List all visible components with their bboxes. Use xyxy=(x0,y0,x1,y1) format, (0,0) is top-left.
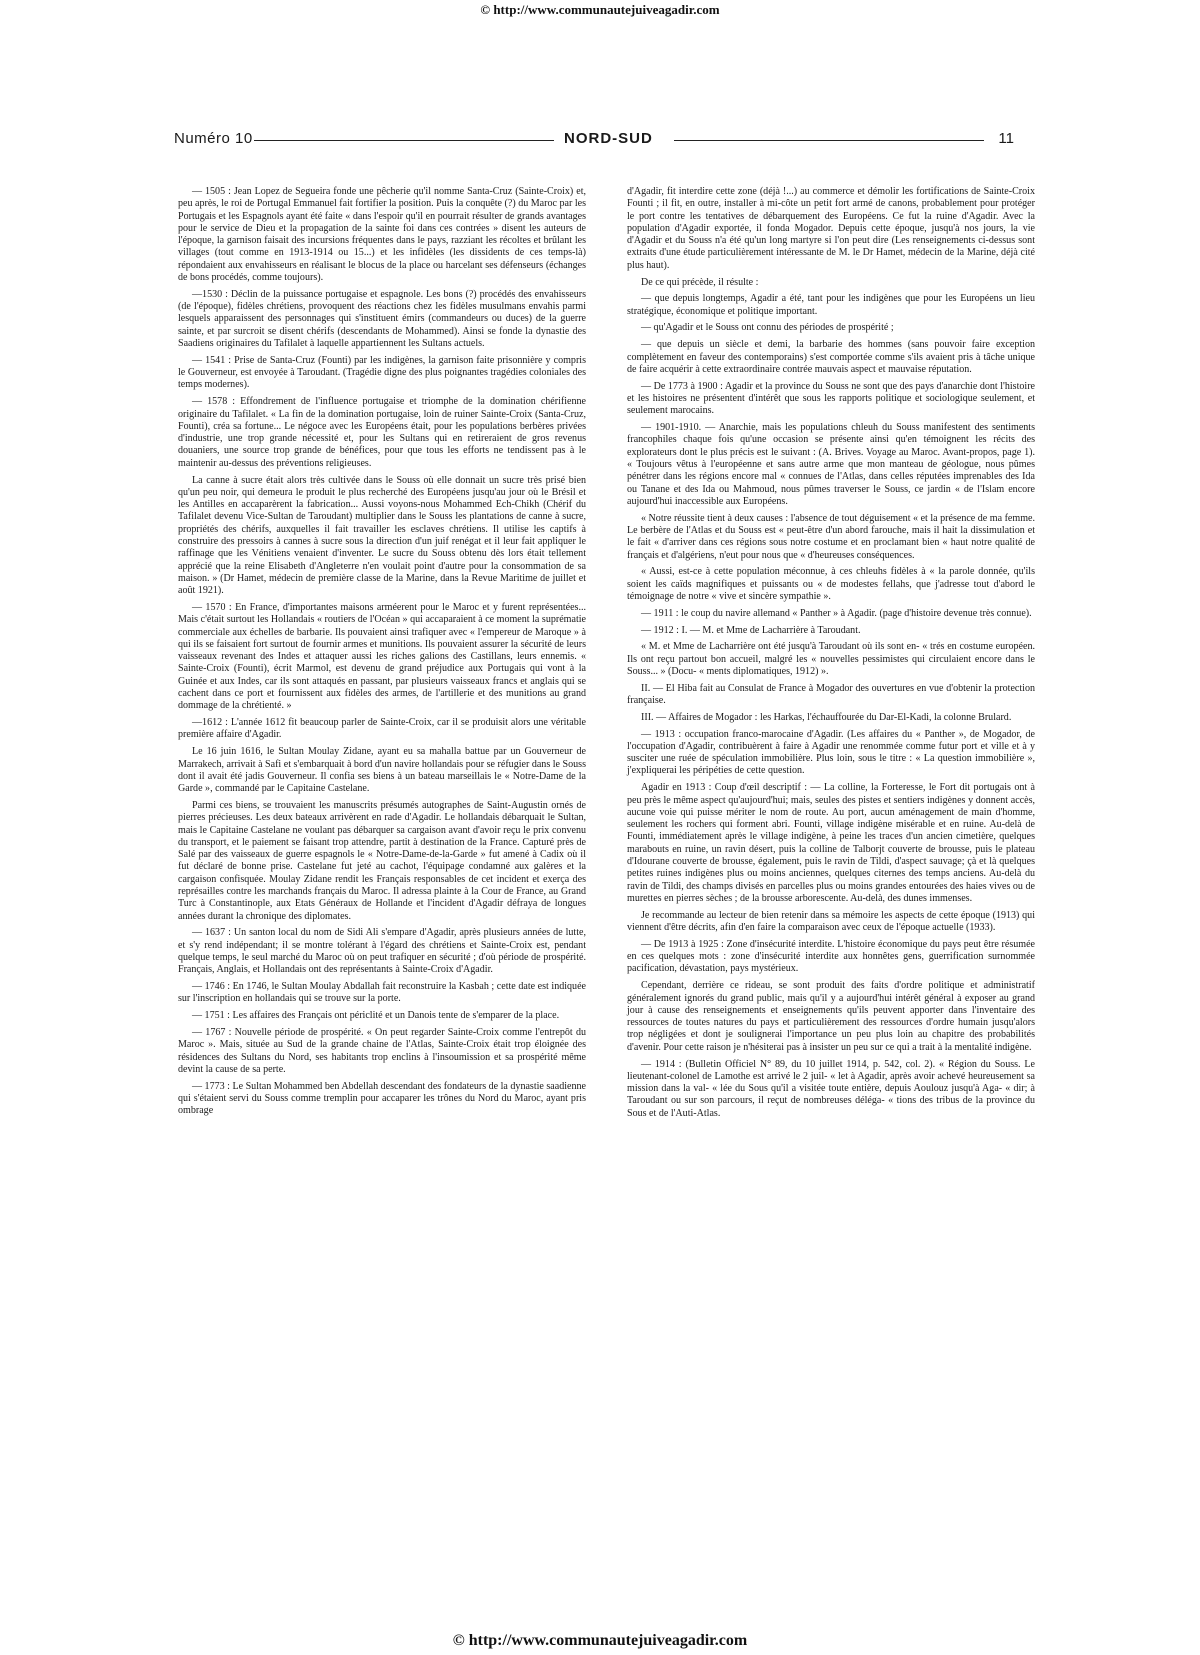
paragraph-manuscripts: Parmi ces biens, se trouvaient les manuscrits présumés autographes de Saint-Augustin ornés de pierres précieuses. Les deux bateaux arrivèrent en rade d'Agadir. Le hollandais débarquait le Sultan, mais le Capitaine Castelane ne voulant pas débarquer sa cargaison avant d'avoir reçu le prix convenu du transport, et le paiement se faisant trop attendre, partit à destination de la France. Capturé près de Salé par des vaisseaux de guerre espagnols le « Notre-Dame-de-la-Garde » fut amené à Cadix où il fut déclaré de bonne prise. Castelane fut jeté au cachot, l'équipage condamné aux galères et la cargaison confisquée. Moulay Zidane rendit les Français responsables de cet incident et exerça des représailles contre les marchands français du Maroc. Il adressa plainte à la Cour de France, au Grand Turc à Constantinople, aux Etats Généraux de Hollande et l'incident d'Agadir défraya de longues années durant la chronique des diplomates. xyxy=(178,799,586,922)
publication-title: NORD-SUD xyxy=(564,130,653,147)
paragraph-1746: — 1746 : En 1746, le Sultan Moulay Abdallah fait reconstruire la Kasbah ; cette date est indiquée sur l'inscription en hollandais qui se trouve sur la porte. xyxy=(178,981,586,1005)
paragraph-1913-1925: — De 1913 à 1925 : Zone d'insécurité interdite. L'histoire économique du pays peut être résumée en ces quelques mots : zone d'insécurité interdite aux honnêtes gens, guerrification surnommée pacification, dévastation, pays mystérieux. xyxy=(627,938,1035,975)
watermark-bottom: © http://www.communautejuiveagadir.com xyxy=(452,1632,748,1649)
paragraph-recommendation: Je recommande au lecteur de bien retenir dans sa mémoire les aspects de cette époque (1913) qui viennent d'être décrits, afin d'en faire la comparaison avec ceux de l'époque actuelle (1933). xyxy=(627,909,1035,934)
paragraph-1773-1900: — De 1773 à 1900 : Agadir et la province du Souss ne sont que des pays d'anarchie dont l'histoire et les histoires ne présentent d'intérêt que sous les rapports politique et sociologique seulement, et seulement marocains. xyxy=(627,380,1035,417)
paragraph-cependant: Cependant, derrière ce rideau, se sont produit des faits d'ordre politique et administratif généralement ignorés du grand public, mais qu'il y a aujourd'hui intérêt général à exposer au grand jour à cause des renseignements et enseignements qu'ils peuvent apporter dans l'inventaire des ressources de toutes natures du pays et particulièrement des ressources d'ordre humain jusqu'alors trop négligées et dont je soulignerai l'importance un peu plus loin au chapitre des probabilités d'avenir. Pour cette raison je n'hésiterai pas à insister un peu sur ce qui a trait à la mentalité indigène. xyxy=(627,980,1035,1053)
paragraph-1637: — 1637 : Un santon local du nom de Sidi Ali s'empare d'Agadir, après plusieurs années de lutte, et s'y rend indépendant; il se montre tolérant à l'égard des chrétiens et Sainte-Croix est, pendant quelque temps, le seul marché du Maroc où on peut trafiquer en sécurité ; d'où période de prospérité. Français, Anglais, et Hollandais ont des représentants à Sainte-Croix d'Agadir. xyxy=(178,927,586,976)
paragraph-1911: — 1911 : le coup du navire allemand « Panther » à Agadir. (page d'histoire devenue très connue). xyxy=(641,607,1032,619)
paragraph-conclusion-intro: De ce qui précède, il résulte : xyxy=(641,276,759,288)
paragraph-point-prosperity: — qu'Agadir et le Souss ont connu des périodes de prospérité ; xyxy=(641,322,894,334)
right-column xyxy=(627,186,1035,1124)
paragraph-1505: — 1505 : Jean Lopez de Segueira fonde une pêcherie qu'il nomme Santa-Cruz (Sainte-Croix) et, peu après, le roi de Portugal Emmanuel fait fortifier la position. Puis la conquête (?) du Maroc par les Portugais et les Espagnols ayant été faite « dans l'espoir qu'il en pourrait résulter de grands avantages pour le service de Dieu et la propagation de la sainte foi dans ces contrées » disent les auteurs de l'époque, la garnison faisait des incursions fréquentes dans le pays, razziant les récoltes et brûlant les villages (tout comme en 1913-1914 ou 15...) et les infidèles (les dissidents de ces temps-là) répondaient aux envahisseurs en réalisant le blocus de la place ou harcelant ses défenseurs (échanges de bons procédés, comme toujours). xyxy=(178,186,586,284)
paragraph-1767: — 1767 : Nouvelle période de prospérité. « On peut regarder Sainte-Croix comme l'entrepôt du Maroc ». Mais, située au Sud de la grande chaine de l'Atlas, Sainte-Croix était trop éloignée des résidences des Sultans du Nord, ses habitants trop enclins à l'insoumission et sa prospérité même devint la cause de sa perte. xyxy=(178,1027,586,1075)
running-header xyxy=(174,130,1014,152)
header-rule-left xyxy=(254,140,554,141)
paragraph-1773: — 1773 : Le Sultan Mohammed ben Abdellah descendant des fondateurs de la dynastie saadienne qui s'étaient servi du Souss comme tremplin pour accaparer les trônes du Nord du Maroc, ayant pris ombrage xyxy=(178,1080,586,1117)
paragraph-1578: — 1578 : Effondrement de l'influence portugaise et triomphe de la domination chérifienne originaire du Tafilalet. « La fin de la domination portugaise, loin de ruiner Sainte-Croix (Santa-Cruz, Founti), créa sa fortune... Le négoce avec les Européens était, pour les populations berbères privées d'industrie, une trop grande nécessité et, pour les Sultans qui en retireraient de gros revenus douaniers, une source trop grande de bénéfices, pour que tous les efforts ne tendissent pas à le maintenir au-dessus des préventions religieuses. xyxy=(178,396,586,469)
paragraph-1751: — 1751 : Les affaires des Français ont périclité et un Danois tente de s'emparer de la place. xyxy=(192,1010,560,1022)
paragraph-continuation: d'Agadir, fit interdire cette zone (déjà !...) au commerce et démolir les fortifications de Sainte-Croix Founti ; il fit, en outre, installer à mi-côte un petit fort armé de canons, probablement pour protéger le port contre les tentatives de débarquement des Européens. Ce fut la ruine d'Agadir. Avec la population d'Agadir exportée, il fonda Mogador. Depuis cette époque, jusqu'à nos jours, la vie d'Agadir et du Souss n'a été qu'un long martyre si l'on peut dire (Les renseignements ci-dessus sont extraits d'une étude particulièrement intéressante de M. le Dr Hamet, médecin de la Marine, déjà cité plus haut). xyxy=(627,186,1035,271)
page-number: 11 xyxy=(998,130,1014,147)
paragraph-mogador: III. — Affaires de Mogador : les Harkas, l'échauffourée du Dar-El-Kadi, la colonne Brulard. xyxy=(641,711,1012,723)
paragraph-agadir-1913: Agadir en 1913 : Coup d'œil descriptif : — La colline, la Forteresse, le Fort dit portugais ont à peu près le même aspect qu'aujourd'hui; mais, seules des pistes et sentiers indigènes y donnent accès, aucune voie qui puisse mériter le nom de route. Au port, aucun aménagement de main d'homme, seulement les rochers qui forment abri. Founti, village indigène misérable et en ruine. Au-delà de Founti, immédiatement après le village indigène, à peine les traces d'un ancien cimetière, quelques marabouts en ruine, un ravin désert, puis la colline de Talborjt couverte de brousse, puis le plateau d'Idourane couverte de brousse, également, puis le ravin de Tildi, d'aspect sauvage; çà et là quelques petites ruines indigènes plus ou moins anciennes, quelques citernes des temps anciens. Au-delà du ravin de Tildi, des champs divisés en parcelles plus ou moins grandes entourées des haies vives ou de murettes en pierres sèches ; de la brousse arborescente. Au-delà, des dunes immenses. xyxy=(627,782,1035,904)
paragraph-quote-chleuhs: « Aussi, est-ce à cette population méconnue, à ces chleuhs fidèles à « la parole donnée, qu'ils soient les caïds magnifiques et puissants ou « de modestes fellahs, que j'adresse tout d'abord le témoignage de notre « vive et sincère sympathie ». xyxy=(627,566,1035,602)
paragraph-1541: — 1541 : Prise de Santa-Cruz (Founti) par les indigènes, la garnison faite prisonnière y compris le Gouverneur, est envoyée à Taroudant. (Tragédie digne des plus poignantes tragédies coloniales des temps modernes). xyxy=(178,354,586,391)
paragraph-1901-1910: — 1901-1910. — Anarchie, mais les populations chleuh du Souss manifestent des sentiments francophiles chaque fois qu'une occasion se présente ainsi qu'en témoignent les récits des explorateurs dont le plus précis est le suivant : (A. Brives. Voyage au Maroc. Avant-propos, page 1). « Toujours vêtus à l'européenne et sans autre arme que mon manteau de géologue, nous pûmes pénétrer dans les régions encore mal « connues de l'Atlas, dans celles réputées imprenables des Ida ou Tanane et des Ida ou Mahmoud, nous pûmes traverser le Souss, ce jardin « de l'Islam encore aujourd'hui inaccessible aux Européens. xyxy=(627,422,1035,507)
issue-number: Numéro 10 xyxy=(174,130,253,147)
watermark-top: © http://www.communautejuiveagadir.com xyxy=(480,2,720,17)
paragraph-lacharriere-quote: « M. et Mme de Lacharrière ont été jusqu'à Taroudant où ils sont en- « trés en costume européen. Ils ont reçu partout bon accueil, malgré les « nouvelles pessimistes qui circulaient encore dans le Souss... » (Docu- « ments diplomatiques, 1912) ». xyxy=(627,641,1035,677)
paragraph-el-hiba: II. — El Hiba fait au Consulat de France à Mogador des ouvertures en vue d'obtenir la protection française. xyxy=(627,682,1035,706)
paragraph-point-strategic: — que depuis longtemps, Agadir a été, tant pour les indigènes que pour les Européens un lieu stratégique, économique et politique important. xyxy=(627,293,1035,317)
paragraph-1913: — 1913 : occupation franco-marocaine d'Agadir. (Les affaires du « Panther », de Mogador, de l'occupation d'Agadir, contribuèrent à faire à Agadir une renommée comme futur port et ville et à y susciter une ruée de spéculation immobilière. Plus loin, sous le titre : « La question immobilière », j'expliquerai les péripéties de cette question. xyxy=(627,728,1035,777)
left-column xyxy=(178,186,586,1122)
paragraph-quote-success: « Notre réussite tient à deux causes : l'absence de tout déguisement « et la présence de ma femme. Le berbère de l'Atlas et du Souss est « peut-être d'un abord farouche, mais il hait la dissimulation et le fait « d'arriver dans ces régions sous notre costume et en proclamant bien « haut notre qualité de français et d'algériens, n'eut pour nous que « d'heureuses conséquences. xyxy=(627,512,1035,561)
paragraph-1912: — 1912 : I. — M. et Mme de Lacharrière à Taroudant. xyxy=(641,624,861,636)
paragraph-1530: —1530 : Déclin de la puissance portugaise et espagnole. Les bons (?) procédés des envahisseurs (de l'époque), fidèles chrétiens, provoquent des réactions chez les fidèles musulmans envahis parmi lesquels apparaissent des personnages qui s'instituent émirs (commandeurs ou duces) de la guerre sainte, et par surcroit se disent chérifs (descendants de Mohammed). Ainsi se fonde la dynastie des Saadiens originaires du Tafilalet à laquelle appartiennent les Sultans actuels. xyxy=(178,288,586,350)
paragraph-sugar-cane: La canne à sucre était alors très cultivée dans le Souss où elle donnait un sucre très prisé bien qu'un peu noir, qui demeura le produit le plus recherché des Européens jusqu'au jour où le Brésil et les Antilles en accaparèrent la fabrication... Aussi voyons-nous Mohammed Ech-Chikh (Chérif du Tafilalet devenu Vice-Sultan de Taroudant) multiplier dans le Souss les plantations de canne à sucre, propriétés des chérifs, auxquelles il fait travailler les esclaves chrétiens. Il utilise les captifs à construire des pressoirs à cannes à sucre sous la direction d'un juif renégat et il leur fait appliquer le raffinage que les Vénitiens venaient d'inventer. Le sucre du Souss obtenu dès lors était tellement apprécié que la reine Elisabeth d'Angleterre n'en voulait point d'autre pour la consommation de sa maison. » (Dr Hamet, médecin de première classe de la Marine, dans la Revue Maritime de juillet et août 1921). xyxy=(178,474,586,597)
paragraph-1616: Le 16 juin 1616, le Sultan Moulay Zidane, ayant eu sa mahalla battue par un Gouverneur de Marrakech, arrivait à Safi et s'embarquait à bord d'un navire hollandais pour se réfugier dans le Souss dont il avait été jadis Gouverneur. Il confia ses biens à un bateau marseillais le « Notre-Dame de la Garde », commandé par le Capitaine Castelane. xyxy=(178,746,586,795)
paragraph-1612: —1612 : L'année 1612 fit beaucoup parler de Sainte-Croix, car il se produisit alors une véritable première affaire d'Agadir. xyxy=(178,717,586,741)
paragraph-1570: — 1570 : En France, d'importantes maisons arméerent pour le Maroc et y furent représentées... Mais c'était surtout les Hollandais « routiers de l'Océan » qui accaparaient à ce moment la suprématie commerciale aux échelles de barbarie. Ils pouvaient ainsi trafiquer avec « l'empereur de Maroque » à qui ils se faisaient fort surtout de fournir armes et munitions. Ils pouvaient assurer la sécurité de leurs vaisseaux revenant des Indes et attaquer aussi les riches galions des Castillans, leurs ennemis. « Sainte-Croix (Founti), écrit Marmol, est devenu de grand préjudice aux Portugais qui vont à la Guinée et aux Indes, car ils sont attaqués en passant, par plusieurs vaisseaux francs et anglais qui se cachent dans ce port et fournissent aux fidèles des armes, de l'artillerie et des munitions au grand dommage de la chrétienté. » xyxy=(178,602,586,712)
paragraph-point-barbarity: — que depuis un siècle et demi, la barbarie des hommes (sans pouvoir faire exception complètement en faveur des contemporains) s'est comportée comme s'ils avaient pris à tâche unique de faire acquérir à cette extraordinaire contrée mauvais aspect et mauvaise réputation. xyxy=(627,339,1035,375)
header-rule-right xyxy=(674,140,984,141)
paragraph-1914: — 1914 : (Bulletin Officiel N° 89, du 10 juillet 1914, p. 542, col. 2). « Région du Souss. Le lieutenant-colonel de Lamothe est arrivé le 2 juil- « let à Agadir, après avoir achevé heureusement sa mission dans la val- « lée du Sous qu'il a visitée toute entière, depuis Aoulouz jusqu'à Aga- « dir; à Taroudant ou sur son parcours, il reçut de nombreuses déléga- « tions des tribus de la province du Sous et de l'Auti-Atlas. xyxy=(627,1058,1035,1119)
